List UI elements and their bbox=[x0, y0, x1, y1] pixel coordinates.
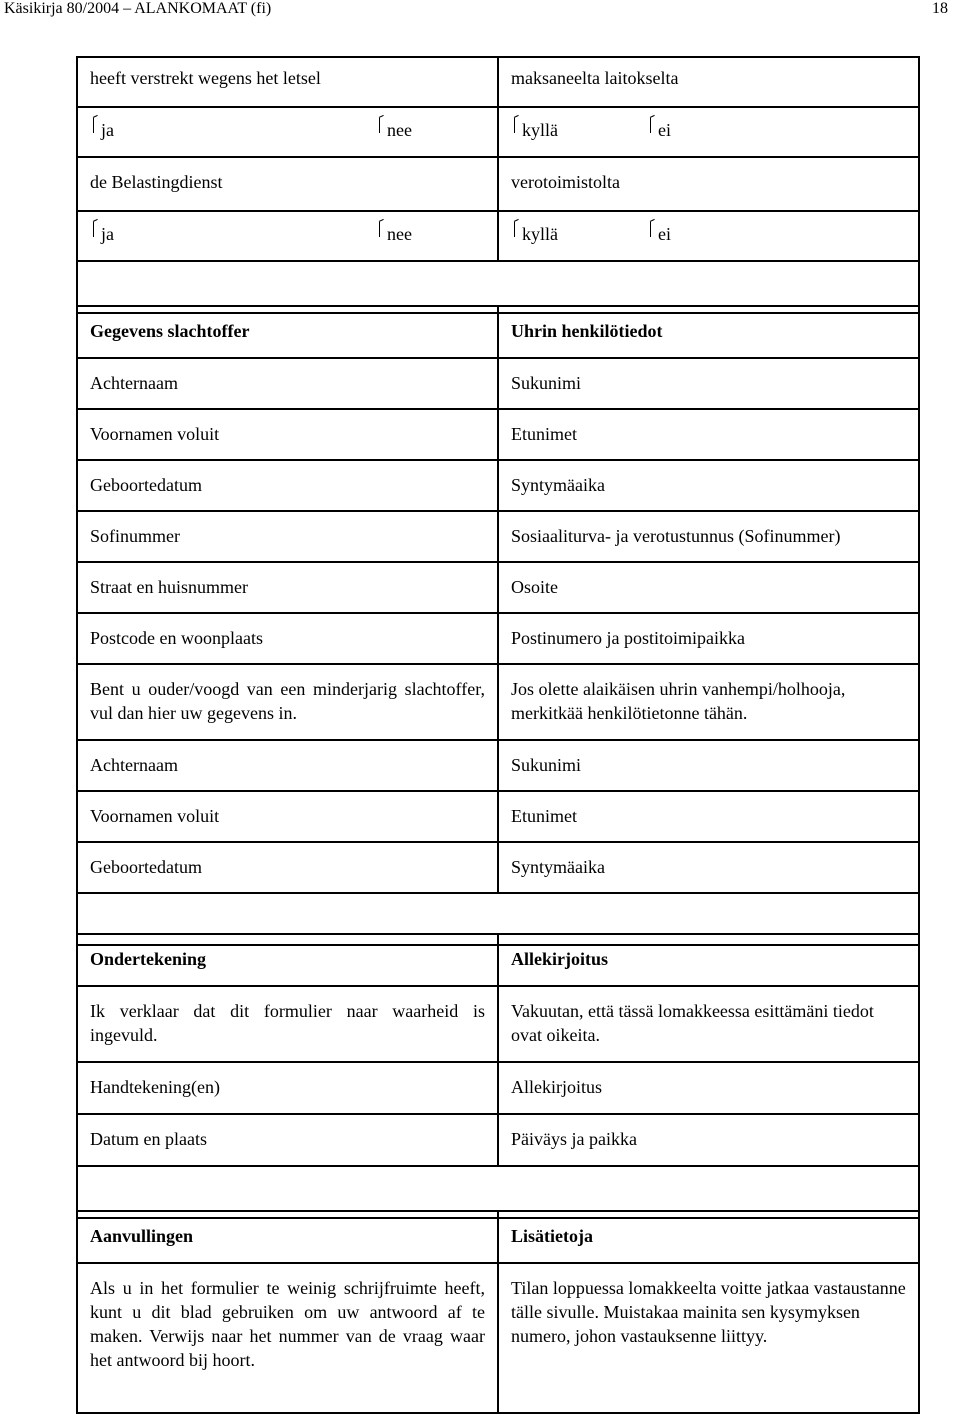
guardian-voornamen[interactable]: Voornamen voluit bbox=[78, 792, 499, 841]
option-ja-1[interactable]: ja bbox=[90, 116, 376, 156]
guardian-note-fi: Jos olette alaikäisen uhrin vanhempi/holhooja, merkitkää henkilötietonne tähän. bbox=[499, 665, 920, 739]
question-tax-nl: de Belastingdienst bbox=[78, 158, 499, 210]
option-kylla-2[interactable]: kyllä bbox=[511, 220, 647, 260]
guardian-achternaam[interactable]: Achternaam bbox=[78, 741, 499, 790]
field-geboortedatum[interactable]: Geboortedatum bbox=[78, 461, 499, 510]
option-kylla-1[interactable]: kyllä bbox=[511, 116, 647, 156]
option-nee-1[interactable]: nee bbox=[376, 116, 412, 156]
option-ei-2[interactable]: ei bbox=[647, 220, 671, 260]
checkbox-icon[interactable] bbox=[376, 116, 385, 136]
field-achternaam[interactable]: Achternaam bbox=[78, 359, 499, 408]
field-osoite[interactable]: Osoite bbox=[499, 563, 920, 612]
checkbox-icon[interactable] bbox=[511, 220, 520, 240]
question-injury-nl: heeft verstrekt wegens het letsel bbox=[78, 58, 499, 106]
option-ei-1[interactable]: ei bbox=[647, 116, 671, 156]
declaration-nl: Ik verklaar dat dit formulier naar waarheid is ingevuld. bbox=[78, 987, 499, 1061]
question-injury-fi: maksaneelta laitokselta bbox=[499, 58, 920, 106]
field-handtekening[interactable]: Handtekening(en) bbox=[78, 1063, 499, 1113]
victim-title-nl: Gegevens slachtoffer bbox=[78, 307, 499, 357]
guardian-etunimet[interactable]: Etunimet bbox=[499, 792, 920, 841]
victim-title-fi: Uhrin henkilötiedot bbox=[499, 307, 920, 357]
checkbox-icon[interactable] bbox=[90, 116, 99, 136]
additional-text-fi: Tilan loppuessa lomakkeelta voitte jatkaa vastaustanne tälle sivulle. Muistakaa mainita sen kysymyksen numero, johon vastauksenne liittyy. bbox=[499, 1264, 920, 1412]
additional-section bbox=[76, 1210, 920, 1414]
victim-section bbox=[76, 305, 920, 946]
guardian-syntymaaika[interactable]: Syntymäaika bbox=[499, 843, 920, 892]
field-etunimet[interactable]: Etunimet bbox=[499, 410, 920, 459]
field-postcode[interactable]: Postcode en woonplaats bbox=[78, 614, 499, 663]
field-straat[interactable]: Straat en huisnummer bbox=[78, 563, 499, 612]
additional-title-fi: Lisätietoja bbox=[499, 1212, 920, 1262]
option-nee-2[interactable]: nee bbox=[376, 220, 412, 260]
field-postinumero[interactable]: Postinumero ja postitoimipaikka bbox=[499, 614, 920, 663]
field-sukunimi[interactable]: Sukunimi bbox=[499, 359, 920, 408]
field-sofinummer-fi[interactable]: Sosiaaliturva- ja verotustunnus (Sofinummer) bbox=[499, 512, 920, 561]
field-sofinummer[interactable]: Sofinummer bbox=[78, 512, 499, 561]
field-voornamen[interactable]: Voornamen voluit bbox=[78, 410, 499, 459]
payment-section bbox=[76, 56, 920, 314]
checkbox-icon[interactable] bbox=[647, 220, 656, 240]
checkbox-icon[interactable] bbox=[511, 116, 520, 136]
signature-title-fi: Allekirjoitus bbox=[499, 935, 920, 985]
guardian-sukunimi[interactable]: Sukunimi bbox=[499, 741, 920, 790]
page-number: 18 bbox=[932, 0, 948, 17]
field-datum-plaats[interactable]: Datum en plaats bbox=[78, 1115, 499, 1165]
checkbox-icon[interactable] bbox=[647, 116, 656, 136]
additional-text-nl: Als u in het formulier te weinig schrijfruimte heeft, kunt u dit blad gebruiken om uw antwoord af te maken. Verwijs naar het nummer van de vraag waar het antwoord bij hoort. bbox=[78, 1264, 499, 1412]
signature-section bbox=[76, 933, 920, 1219]
field-paivays-paikka[interactable]: Päiväys ja paikka bbox=[499, 1115, 920, 1165]
signature-title-nl: Ondertekening bbox=[78, 935, 499, 985]
checkbox-icon[interactable] bbox=[90, 220, 99, 240]
option-ja-2[interactable]: ja bbox=[90, 220, 376, 260]
question-tax-fi: verotoimistolta bbox=[499, 158, 920, 210]
guardian-note-nl: Bent u ouder/voogd van een minderjarig slachtoffer, vul dan hier uw gegevens in. bbox=[78, 665, 499, 739]
declaration-fi: Vakuutan, että tässä lomakkeessa esittämäni tiedot ovat oikeita. bbox=[499, 987, 920, 1061]
page-header-title: Käsikirja 80/2004 – ALANKOMAAT (fi) bbox=[4, 0, 272, 17]
additional-title-nl: Aanvullingen bbox=[78, 1212, 499, 1262]
field-allekirjoitus[interactable]: Allekirjoitus bbox=[499, 1063, 920, 1113]
guardian-geboortedatum[interactable]: Geboortedatum bbox=[78, 843, 499, 892]
field-syntymaaika[interactable]: Syntymäaika bbox=[499, 461, 920, 510]
checkbox-icon[interactable] bbox=[376, 220, 385, 240]
